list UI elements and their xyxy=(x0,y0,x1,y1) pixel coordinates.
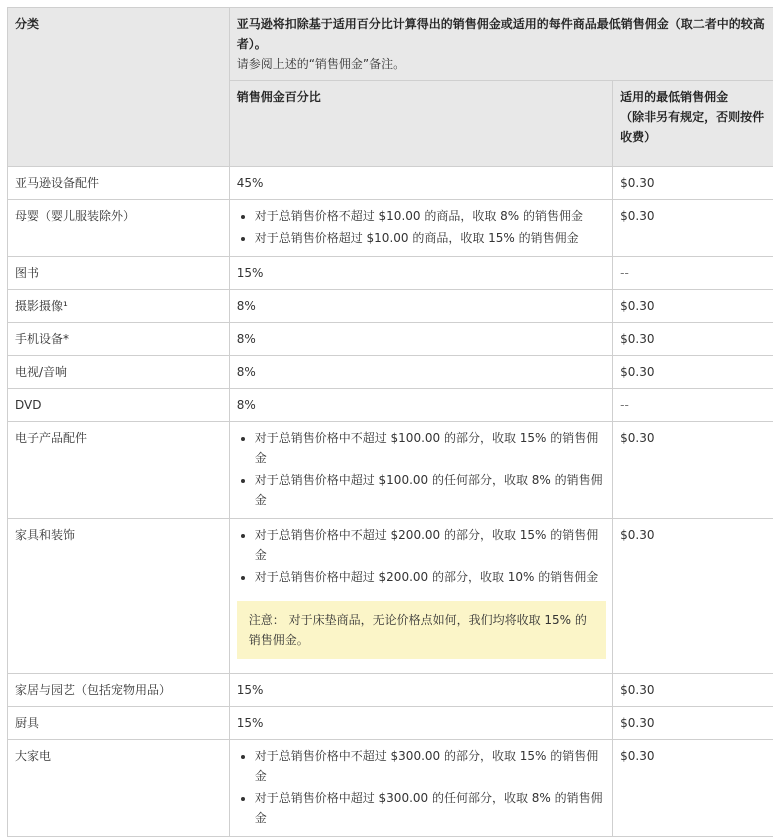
table-row xyxy=(8,323,773,356)
fee-rule-title: 亚马逊将扣除基于适用百分比计算得出的销售佣金或适用的每件商品最低销售佣金（取二者中的较高者）。 xyxy=(237,14,773,54)
min-fee-header-title: 适用的最低销售佣金 xyxy=(620,87,773,107)
min-fee-cell: $0.30 xyxy=(613,356,773,389)
callout-label: 注意： xyxy=(249,613,285,627)
fee-rule-note: 请参阅上述的“销售佣金”备注。 xyxy=(237,54,773,74)
min-fee-cell: $0.30 xyxy=(613,200,773,257)
table-row xyxy=(8,290,773,323)
table-row xyxy=(8,356,773,389)
category-cell: 亚马逊设备配件 xyxy=(8,167,230,200)
table-row xyxy=(8,519,773,674)
callout-text: 对于床垫商品，无论价格点如何，我们均将收取 15% 的销售佣金。 xyxy=(249,613,587,647)
category-header: 分类 xyxy=(8,8,230,167)
min-fee-cell: $0.30 xyxy=(613,674,773,707)
min-fee-cell: $0.30 xyxy=(613,707,773,740)
table-row xyxy=(8,422,773,519)
min-fee-cell: $0.30 xyxy=(613,323,773,356)
percent-cell xyxy=(229,519,612,674)
category-cell: 电子产品配件 xyxy=(8,422,230,519)
min-fee-header-note: （除非另有规定，否则按件收费） xyxy=(620,107,773,147)
category-cell: 电视/音响 xyxy=(8,356,230,389)
percent-cell: 45% xyxy=(229,167,612,200)
min-fee-cell: $0.30 xyxy=(613,519,773,674)
tier-item: • 对于总销售价格中超过 $200.00 的部分，收取 10% 的销售佣金 xyxy=(255,567,606,589)
table-row xyxy=(8,674,773,707)
table-row xyxy=(8,707,773,740)
category-cell: 图书 xyxy=(8,257,230,290)
table-row xyxy=(8,740,773,837)
tier-list xyxy=(237,746,606,830)
mattress-note-callout xyxy=(237,601,606,659)
table-row xyxy=(8,257,773,290)
table-row xyxy=(8,389,773,422)
percent-cell: 8% xyxy=(229,323,612,356)
tier-list xyxy=(237,428,606,512)
percent-cell: 15% xyxy=(229,707,612,740)
fee-rule-header xyxy=(229,8,773,81)
percent-header: 销售佣金百分比 xyxy=(229,81,612,167)
tier-item: • 对于总销售价格中超过 $100.00 的任何部分，收取 8% 的销售佣金 xyxy=(255,470,606,512)
tier-item: • 对于总销售价格中不超过 $300.00 的部分，收取 15% 的销售佣金 xyxy=(255,746,606,788)
tier-item: • 对于总销售价格中不超过 $100.00 的部分，收取 15% 的销售佣金 xyxy=(255,428,606,470)
header-row-1 xyxy=(8,8,773,81)
min-fee-cell: $0.30 xyxy=(613,422,773,519)
category-cell: 大家电 xyxy=(8,740,230,837)
min-fee-cell: $0.30 xyxy=(613,740,773,837)
category-cell: 摄影摄像¹ xyxy=(8,290,230,323)
percent-cell xyxy=(229,200,612,257)
table-row xyxy=(8,167,773,200)
percent-cell: 15% xyxy=(229,257,612,290)
tier-item: • 对于总销售价格不超过 $10.00 的商品，收取 8% 的销售佣金 xyxy=(255,206,606,228)
table-row xyxy=(8,200,773,257)
percent-cell xyxy=(229,740,612,837)
tier-list xyxy=(237,206,606,250)
category-cell: 手机设备* xyxy=(8,323,230,356)
tier-item: • 对于总销售价格中不超过 $200.00 的部分，收取 15% 的销售佣金 xyxy=(255,525,606,567)
percent-cell: 8% xyxy=(229,389,612,422)
tier-item: • 对于总销售价格超过 $10.00 的商品，收取 15% 的销售佣金 xyxy=(255,228,606,250)
percent-cell xyxy=(229,422,612,519)
category-cell: DVD xyxy=(8,389,230,422)
min-fee-header xyxy=(613,81,773,167)
fee-table xyxy=(7,7,773,837)
min-fee-cell: -- xyxy=(613,257,773,290)
min-fee-cell: $0.30 xyxy=(613,167,773,200)
category-cell: 家具和装饰 xyxy=(8,519,230,674)
min-fee-cell: $0.30 xyxy=(613,290,773,323)
percent-cell: 8% xyxy=(229,356,612,389)
min-fee-cell: -- xyxy=(613,389,773,422)
category-cell: 母婴（婴儿服装除外） xyxy=(8,200,230,257)
tier-item: • 对于总销售价格中超过 $300.00 的任何部分，收取 8% 的销售佣金 xyxy=(255,788,606,830)
tier-list xyxy=(237,525,606,589)
percent-cell: 15% xyxy=(229,674,612,707)
percent-cell: 8% xyxy=(229,290,612,323)
category-cell: 家居与园艺（包括宠物用品） xyxy=(8,674,230,707)
category-cell: 厨具 xyxy=(8,707,230,740)
